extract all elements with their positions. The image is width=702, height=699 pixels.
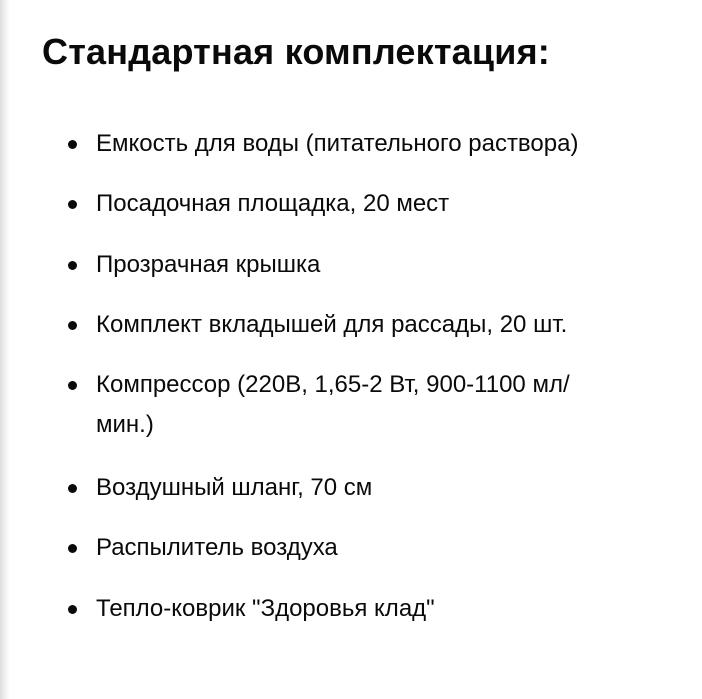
list-item <box>64 528 664 568</box>
bullet-icon <box>68 381 77 390</box>
list-item <box>64 184 664 224</box>
list-item-text: Воздушный шланг, 70 см <box>96 474 373 501</box>
bullet-icon <box>68 484 77 493</box>
list-item <box>64 589 664 629</box>
list-item <box>64 468 664 508</box>
bullet-icon <box>68 544 77 553</box>
list-item-text: Комплект вкладышей для рассады, 20 шт. <box>96 311 568 338</box>
list-item <box>64 305 664 345</box>
list-item-text: Тепло-коврик "Здоровья клад" <box>96 595 435 622</box>
page-title: Стандартная комплектация: <box>42 31 550 72</box>
list-item-text: Распылитель воздуха <box>96 534 338 561</box>
bullet-icon <box>68 321 77 330</box>
bullet-icon <box>68 605 77 614</box>
list-item <box>64 124 664 164</box>
list-item <box>64 245 664 285</box>
bullet-icon <box>68 200 77 209</box>
list-item-text: Посадочная площадка, 20 мест <box>96 190 450 217</box>
bullet-icon <box>68 140 77 149</box>
list-item <box>64 365 629 445</box>
list-item-text: Компрессор (220В, 1,65-2 Вт, 900-1100 мл/ мин.) <box>96 371 570 438</box>
bullet-icon <box>68 261 77 270</box>
list-item-text: Прозрачная крышка <box>96 251 321 278</box>
list-item-text: Емкость для воды (питательного раствора) <box>96 130 579 157</box>
